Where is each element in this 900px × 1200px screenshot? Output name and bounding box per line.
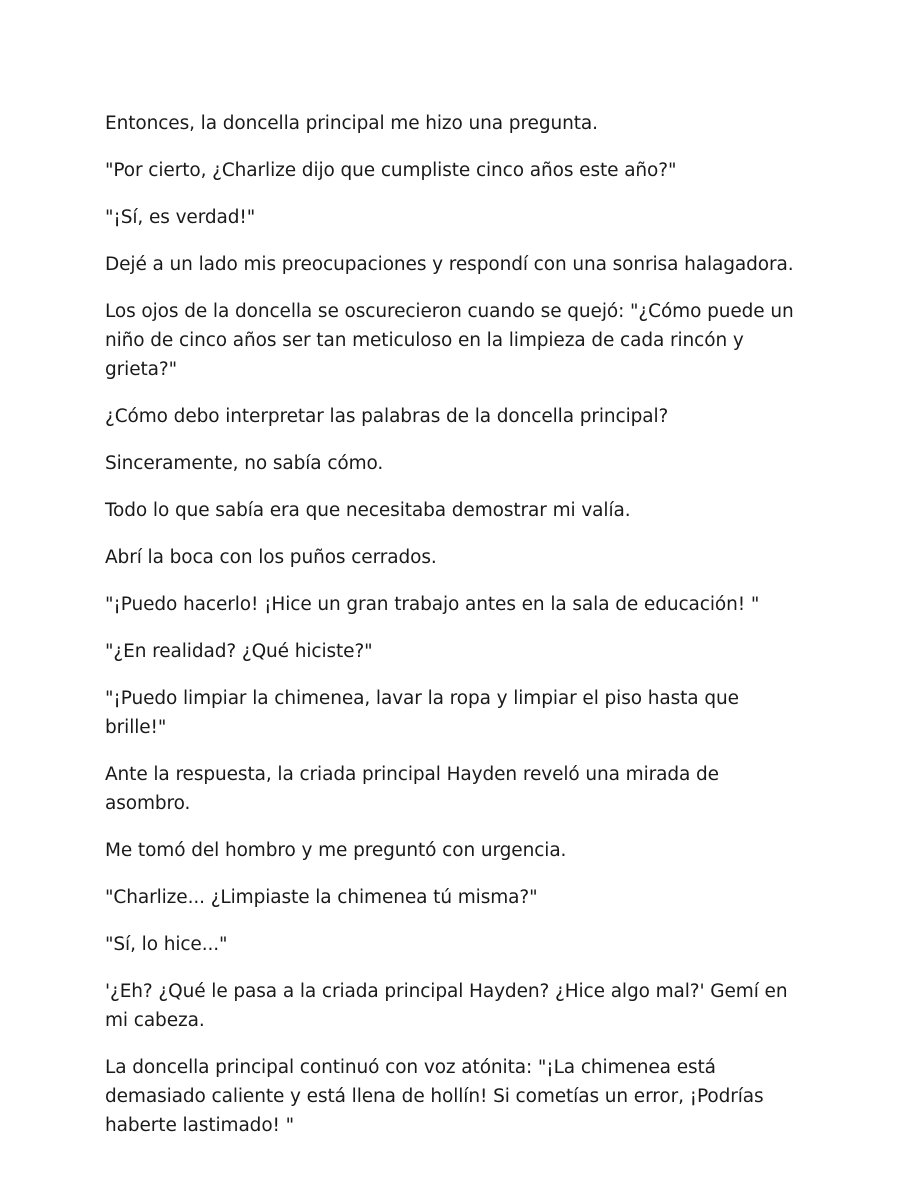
paragraph: '¿Eh? ¿Qué le pasa a la criada principal Hayden? ¿Hice algo mal?' Gemí en mi cabeza. (105, 981, 788, 1031)
paragraph: "Sí, lo hice..." (105, 934, 228, 955)
paragraph: Ante la respuesta, la criada principal Hayden reveló una mirada de asombro. (105, 764, 719, 814)
paragraph: "¿En realidad? ¿Qué hiciste?" (105, 641, 373, 662)
paragraph: "¡Puedo hacerlo! ¡Hice un gran trabajo antes en la sala de educación! " (105, 594, 760, 615)
paragraph: La doncella principal continuó con voz atónita: "¡La chimenea está demasiado caliente y está llena de hollín! Si cometías un error, ¡Podrías haberte lastimado! " (105, 1057, 764, 1136)
paragraph: Los ojos de la doncella se oscurecieron cuando se quejó: "¿Cómo puede un niño de cinco años ser tan meticuloso en la limpieza de cada rincón y grieta?" (105, 301, 794, 380)
paragraph: Dejé a un lado mis preocupaciones y respondí con una sonrisa halagadora. (105, 254, 794, 275)
paragraph: "¡Puedo limpiar la chimenea, lavar la ropa y limpiar el piso hasta que brille!" (105, 688, 739, 738)
paragraph: "Charlize... ¿Limpiaste la chimenea tú misma?" (105, 887, 538, 908)
paragraph: "¡Sí, es verdad!" (105, 207, 256, 228)
paragraph: Todo lo que sabía era que necesitaba demostrar mi valía. (105, 500, 631, 521)
paragraph: Abrí la boca con los puños cerrados. (105, 547, 437, 568)
paragraph: "Por cierto, ¿Charlize dijo que cumpliste cinco años este año?" (105, 160, 677, 181)
paragraph: Sinceramente, no sabía cómo. (105, 453, 384, 474)
document-body (105, 109, 805, 1158)
paragraph: ¿Cómo debo interpretar las palabras de la doncella principal? (105, 406, 669, 427)
paragraph: Me tomó del hombro y me preguntó con urgencia. (105, 840, 567, 861)
paragraph: Entonces, la doncella principal me hizo una pregunta. (105, 113, 598, 134)
